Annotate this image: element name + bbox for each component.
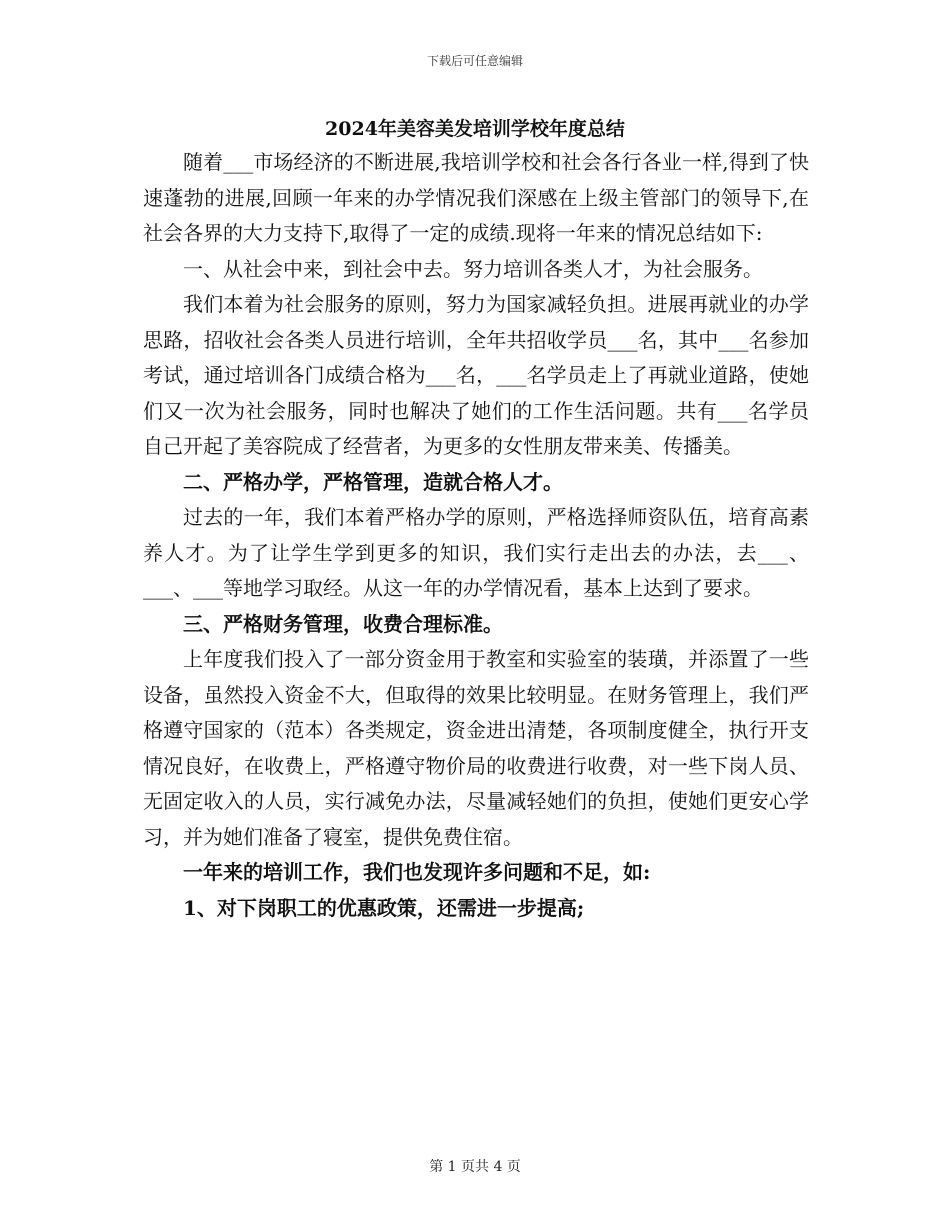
document-body bbox=[143, 145, 809, 926]
section-heading: 一年来的培训工作，我们也发现许多问题和不足，如: bbox=[183, 860, 651, 884]
document-title: 2024年美容美发培训学校年度总结 bbox=[325, 118, 625, 140]
list-item: 1、对下岗职工的优惠政策，还需进一步提高; bbox=[183, 895, 585, 920]
paragraph: 我们本着为社会服务的原则，努力为国家减轻负担。进展再就业的办学思路，招收社会各类人员进行培训，全年共招收学员___名，其中___名参加考试，通过培训各门成绩合格为___名，___名学员走上了再就业道路，使她们又一次为社会服务，同时也解决了她们的工作生活问题。共有___名学员自己开起了美容院成了经营者，为更多的女性朋友带来美、传播美。 bbox=[143, 292, 809, 458]
paragraph: 一、从社会中来，到社会中去。努力培训各类人才，为社会服务。 bbox=[183, 256, 763, 281]
section-heading: 三、严格财务管理，收费合理标准。 bbox=[183, 611, 503, 636]
paragraph: 随着___市场经济的不断进展,我培训学校和社会各行各业一样,得到了快速蓬勃的进展,回顾一年来的办学情况我们深感在上级主管部门的领导下,在社会各界的大力支持下,取得了一定的成绩.现将一年来的情况总结如下: bbox=[143, 150, 809, 245]
paragraph: 上年度我们投入了一部分资金用于教室和实验室的装璜，并添置了一些设备，虽然投入资金不大，但取得的效果比较明显。在财务管理上，我们严格遵守国家的（范本）各类规定，资金进出清楚，各项制度健全，执行开支情况良好，在收费上，严格遵守物价局的收费进行收费，对一些下岗人员、无固定收入的人员，实行减免办法，尽量减轻她们的负担，使她们更安心学习，并为她们准备了寝室，提供免费住宿。 bbox=[143, 647, 809, 849]
paragraph: 过去的一年，我们本着严格办学的原则，严格选择师资队伍，培育高素养人才。为了让学生学到更多的知识，我们实行走出去的办法，去___、___、___等地学习取经。从这一年的办学情况看，基本上达到了要求。 bbox=[143, 505, 809, 600]
page-footer: 第 1 页共 4 页 bbox=[429, 1159, 521, 1175]
page-header: 下载后可任意编辑 bbox=[426, 54, 523, 68]
section-heading: 二、严格办学，严格管理，造就合格人才。 bbox=[183, 469, 563, 494]
